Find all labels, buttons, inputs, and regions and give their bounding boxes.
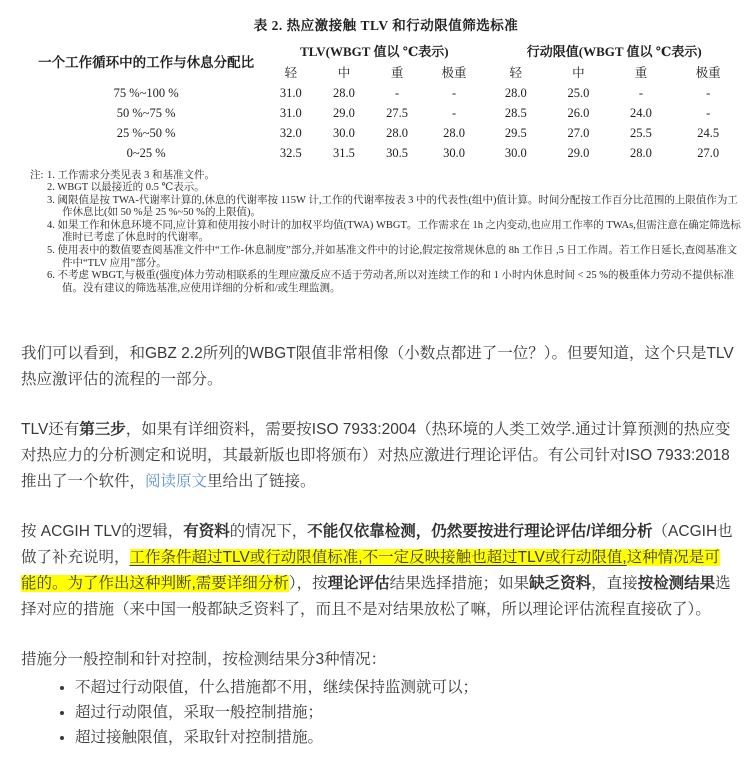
article-page — [0, 14, 754, 750]
value-cell: 32.0 — [279, 126, 302, 140]
text-run: 措施分一般控制和针对控制，按检测结果分3种情况： — [21, 651, 387, 669]
table-notes — [28, 170, 744, 296]
note-number: 6. — [47, 270, 55, 282]
table-row — [28, 144, 744, 164]
value-cell: 31.0 — [279, 86, 302, 100]
row-label: 0~25 % — [126, 146, 166, 160]
value-cell: 28.0 — [630, 146, 652, 160]
note-number: 4. — [47, 219, 55, 231]
table-row — [28, 84, 744, 104]
text-run: 里给出了链接。 — [207, 473, 316, 491]
value-cell: 29.5 — [504, 126, 527, 140]
group-header-tlv: TLV(WBGT 值以 ℃表示) — [300, 43, 449, 59]
note-item: 4. 如果工作和休息环境不同,应计算和使用按小时计的加权平均值(TWA) WBGT。工作需求在 1h 之内变动,也应用工作率的 TWAs,但需注意在确定筛选标准时已考虑了休息时的代谢率。 — [47, 219, 741, 244]
value-cell: 28.0 — [333, 86, 355, 100]
col-header: 中 — [572, 65, 585, 80]
col-header: 极重 — [695, 65, 721, 80]
value-cell: 27.0 — [567, 126, 590, 140]
note-item: 6. 不考虑 WBGT,与极重(强度)体力劳动相联系的生理应激反应不适于劳动者,所以对连续工作的和 1 小时内休息时间 < 25 %的极重体力劳动不提供标准值。没有建议的筛选基准,应使用详细的分析和/或生理监测。 — [47, 270, 735, 294]
text-run: （ACGIH也做了补充说明， — [21, 523, 733, 567]
note-number: 5. — [47, 245, 55, 257]
value-cell: 29.0 — [333, 106, 355, 120]
text-run: 选择对应的措施（来中国一般都缺乏资料了，而且不是对结果放松了嘛，所以理论评估流程直接砍了）。 — [21, 575, 731, 619]
value-cell: 27.5 — [386, 106, 409, 120]
value-cell: 29.0 — [567, 146, 590, 160]
value-cell: 30.0 — [333, 126, 355, 140]
row-label: 25 %~50 % — [116, 126, 176, 140]
row-label: 75 %~100 % — [113, 86, 179, 100]
tlv-limits-table — [28, 39, 744, 164]
value-cell: 28.5 — [504, 106, 527, 120]
note-item: 3. 阈限值是按 TWA-代谢率计算的,休息的代谢率按 115W 计,工作的代谢率按表 3 中的代表性(组中)值计算。时间分配按工作百分比范围的上限值作为工作休息比(如 50 %是 25 %~50 %的上限值)。 — [47, 194, 738, 219]
value-cell: 30.5 — [386, 146, 409, 160]
table-figure — [28, 14, 744, 295]
stub-header: 一个工作循环中的工作与休息分配比 — [38, 55, 255, 71]
col-header: 极重 — [441, 65, 467, 80]
paragraph — [21, 417, 735, 495]
value-cell: 31.0 — [279, 106, 302, 120]
note-item: 1. 工作需求分类见表 3 和基准文件。 — [47, 169, 215, 181]
value-cell: 25.0 — [567, 86, 590, 100]
col-header: 重 — [390, 65, 404, 80]
value-cell: 26.0 — [567, 106, 590, 120]
bold-text: 第三步 — [79, 421, 126, 439]
paragraph — [21, 647, 735, 673]
col-header: 中 — [337, 65, 351, 80]
paragraph — [21, 519, 735, 623]
value-cell: 28.0 — [443, 126, 465, 140]
bullet-list — [21, 675, 735, 750]
bold-text: 理论评估 — [327, 575, 390, 593]
text-run: 按 ACGIH TLV的逻辑， — [21, 523, 184, 541]
note-item: 5. 使用表中的数值要查阅基准文件中“工作-休息制度”部分,并如基准文件中的讨论,假定按常规休息的 8h 工作日 ,5 日工作周。若工作日延长,查阅基准文件中“TLV 应用”部分。 — [47, 245, 738, 269]
value-cell: - — [638, 86, 644, 100]
bullet-item: • 超过接触限值，采取针对控制措施。 — [75, 725, 735, 750]
note-number: 2. — [47, 182, 55, 194]
value-cell: - — [394, 86, 400, 100]
value-cell: - — [451, 106, 457, 120]
value-cell: 32.5 — [279, 146, 302, 160]
table-body — [28, 84, 744, 164]
text-run: 我们可以看到，和GBZ 2.2所列的WBGT限值非常相像（小数点都进了一位？）。但要知道，这个只是TLV热应激评估的流程的一部分。 — [21, 345, 734, 389]
article — [21, 341, 735, 750]
value-cell: - — [706, 106, 711, 120]
table-title: 表 2. 热应激接触 TLV 和行动限值筛选标准 — [253, 18, 519, 33]
bullet-item: • 超过行动限值，采取一般控制措施； — [75, 700, 735, 725]
col-header: 重 — [634, 65, 648, 80]
value-cell: - — [706, 86, 711, 100]
note-number: 1. — [47, 169, 55, 181]
text-run: ，如果有详细资料，需要按ISO 7933:2004（热环境的人类工效学.通过计算预测的热应变对热应力的分析测定和说明，其最新版也即将颁布）对热应激进行理论评估。有公司针对ISO 7933:2018推出了一个软件， — [21, 421, 731, 491]
value-cell: 28.0 — [504, 86, 527, 100]
value-cell: 30.0 — [504, 146, 527, 160]
value-cell: 28.0 — [386, 126, 409, 140]
value-cell: 30.0 — [443, 146, 465, 160]
bold-text: 按检测结果 — [637, 575, 716, 593]
bold-text: 不能仅依靠检测，仍然要按进行理论评估/详细分析 — [307, 523, 653, 541]
value-cell: 25.5 — [630, 126, 652, 140]
text-run: TLV还有 — [21, 421, 80, 439]
value-cell: - — [451, 86, 457, 100]
text-run: 结果选择措施；如果 — [389, 575, 530, 593]
col-header: 轻 — [509, 65, 523, 80]
bullet-item: • 不超过行动限值，什么措施都不用，继续保持监测就可以； — [75, 675, 735, 700]
article-body — [21, 341, 735, 673]
note-item: 2. WBGT 以最接近的 0.5 ℃表示。 — [47, 182, 205, 194]
bold-text: 缺乏资料 — [529, 575, 592, 593]
text-run: 的情况下， — [229, 523, 308, 541]
read-original-link[interactable]: 阅读原文 — [145, 473, 208, 491]
text-run: ，直接 — [591, 575, 638, 593]
table-row — [28, 124, 744, 144]
table-header — [28, 39, 744, 84]
text-run: ），按 — [288, 575, 328, 593]
notes-list — [47, 169, 744, 296]
group-header-action-limit: 行动限值(WBGT 值以 ℃表示) — [526, 43, 702, 59]
col-header: 轻 — [284, 65, 298, 80]
row-label: 50 %~75 % — [116, 106, 176, 120]
value-cell: 27.0 — [697, 146, 720, 160]
value-cell: 24.5 — [697, 126, 720, 140]
notes-label: 注: — [30, 169, 44, 181]
value-cell: 31.5 — [333, 146, 355, 160]
highlight-text: 这种情况是可能的。为了作出这种判断,需要详细分析 — [21, 549, 720, 593]
table-row — [28, 104, 744, 124]
bold-text: 有资料 — [183, 523, 230, 541]
highlight-underline-text: 工作条件超过TLV或行动限值标准,不一定反映接触也超过TLV或行动限值, — [129, 549, 627, 567]
note-number: 3. — [47, 194, 55, 206]
paragraph — [21, 341, 735, 393]
value-cell: 24.0 — [630, 106, 652, 120]
